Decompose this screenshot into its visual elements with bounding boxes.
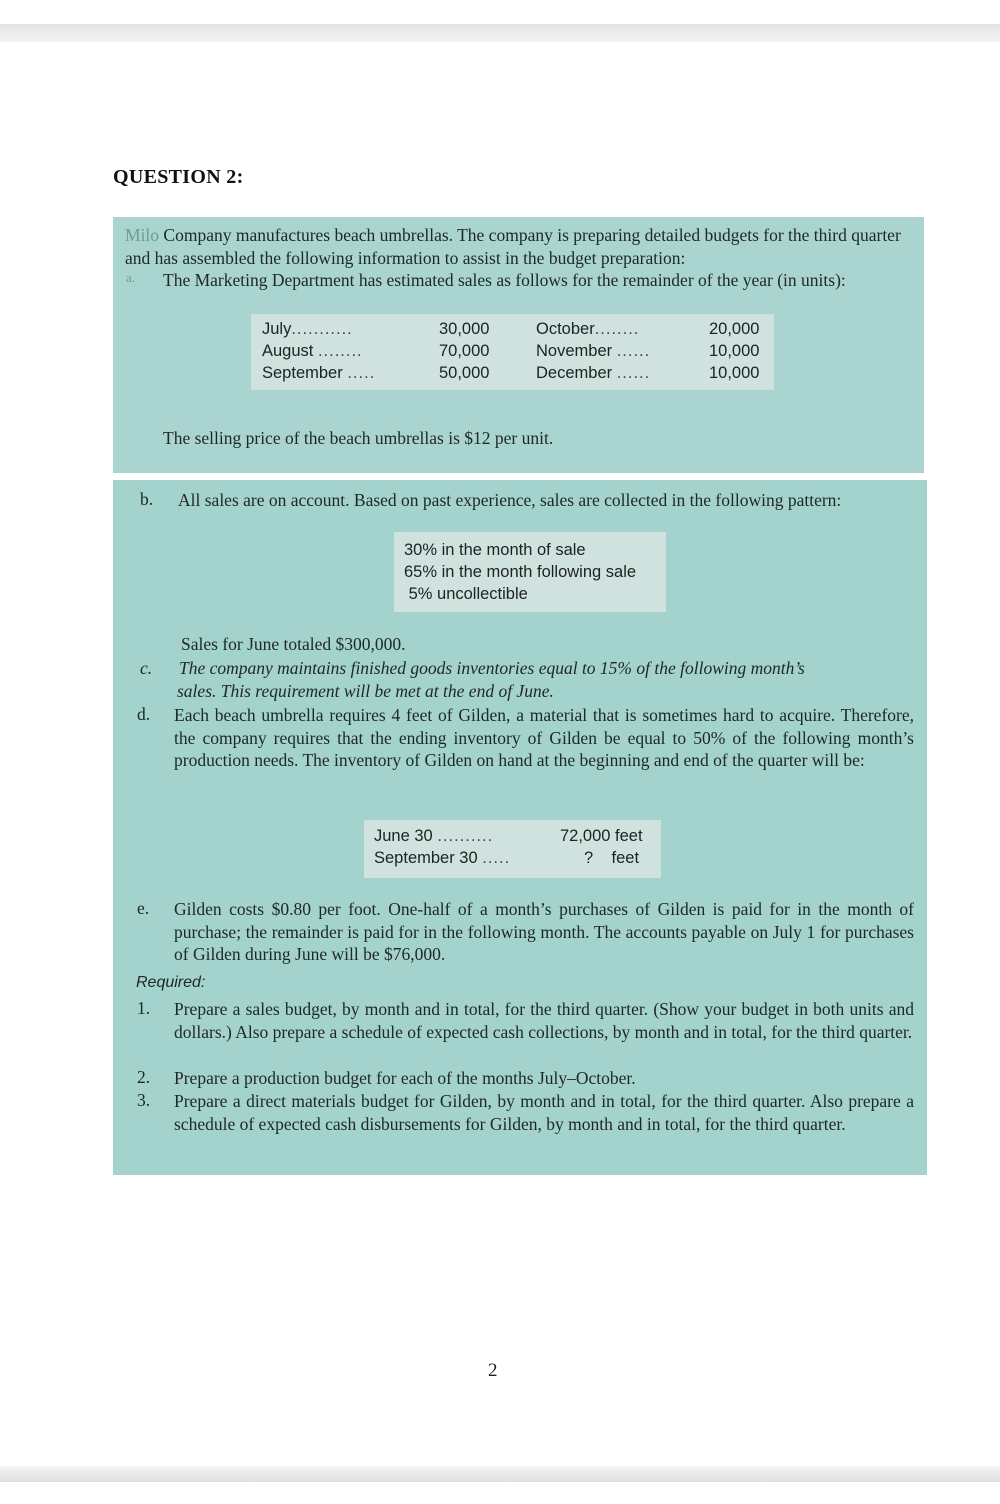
item-c-label: c. xyxy=(140,658,153,678)
inventory-amount-september: ? feet xyxy=(584,849,640,867)
item-b-label: b. xyxy=(140,489,154,509)
required-3-number: 3. xyxy=(137,1090,151,1110)
sales-row-november: November ...... xyxy=(536,342,651,360)
gilden-inventory-box xyxy=(364,820,661,878)
collection-line-1: 30% in the month of sale xyxy=(404,541,586,559)
item-c-line1: The company maintains finished goods inventories equal to 15% of the following month’s xyxy=(179,658,805,678)
required-1-number: 1. xyxy=(137,998,151,1018)
sales-units-september: 50,000 xyxy=(439,364,490,382)
sales-row-july: July........... xyxy=(262,320,353,338)
intro-paragraph xyxy=(125,224,915,269)
intro-text: Company manufactures beach umbrellas. The company is preparing detailed budgets for the third quarter and has assembled the following information to assist in the budget preparation: xyxy=(125,225,901,268)
inventory-row-september: September 30 ..... xyxy=(374,849,511,867)
item-b-text: All sales are on account. Based on past experience, sales are collected in the following pattern: xyxy=(178,490,842,510)
sales-row-december: December ...... xyxy=(536,364,651,382)
sales-units-august: 70,000 xyxy=(439,342,490,360)
item-d-text: Each beach umbrella requires 4 feet of Gilden, a material that is sometimes hard to acquire. Therefore, the company requires that the ending inventory of Gilden be equal to 50% of the following month’s production needs. The inventory of Gilden on hand at the beginning and end of the quarter will be: xyxy=(174,705,914,770)
required-2-number: 2. xyxy=(137,1067,151,1087)
inventory-amount-june: 72,000 feet xyxy=(560,827,643,845)
item-d-label: d. xyxy=(137,704,151,724)
sales-units-december: 10,000 xyxy=(709,364,760,382)
item-c-line2: sales. This requirement will be met at the end of June. xyxy=(177,681,554,701)
question-heading: QUESTION 2: xyxy=(113,166,244,188)
sales-units-july: 30,000 xyxy=(439,320,490,338)
company-name: Milo xyxy=(125,225,160,245)
required-label: Required: xyxy=(136,974,206,991)
collection-line-2: 65% in the month following sale xyxy=(404,563,637,581)
page-bottom-edge xyxy=(0,1466,1000,1482)
inventory-row-june: June 30 .......... xyxy=(374,827,494,845)
required-3-text: Prepare a direct materials budget for Gilden, by month and in total, for the third quarter. Also prepare a schedule of expected cash disbursements for Gilden, by month and in total, for the third quarter. xyxy=(174,1091,914,1134)
selling-price-text: The selling price of the beach umbrellas is $12 per unit. xyxy=(163,428,554,448)
june-sales-text: Sales for June totaled $300,000. xyxy=(181,634,406,654)
collection-line-3: 5% uncollectible xyxy=(404,585,528,603)
sales-row-september: September ..... xyxy=(262,364,376,382)
item-a-label: a. xyxy=(126,270,136,285)
item-e-text: Gilden costs $0.80 per foot. One-half of a month’s purchases of Gilden is paid for in the month of purchase; the remainder is paid for in the following month. The accounts payable on July 1 for purchases of Gilden during June will be $76,000. xyxy=(174,899,914,964)
sales-row-october: October........ xyxy=(536,320,640,338)
required-2-text: Prepare a production budget for each of the months July–October. xyxy=(174,1068,636,1088)
sales-row-august: August ........ xyxy=(262,342,363,360)
page-number: 2 xyxy=(488,1360,498,1381)
item-e-label: e. xyxy=(137,898,150,918)
page-top-edge xyxy=(0,24,1000,42)
sales-units-november: 10,000 xyxy=(709,342,760,360)
sales-units-october: 20,000 xyxy=(709,320,760,338)
required-1-text: Prepare a sales budget, by month and in total, for the third quarter. (Show your budget in both units and dollars.) Also prepare a schedule of expected cash collections, by month and in total, for the third quarter. xyxy=(174,999,914,1042)
collection-pattern-box xyxy=(394,532,666,612)
item-a-text: The Marketing Department has estimated sales as follows for the remainder of the year (in units): xyxy=(163,270,846,290)
sales-forecast-table xyxy=(251,314,774,390)
